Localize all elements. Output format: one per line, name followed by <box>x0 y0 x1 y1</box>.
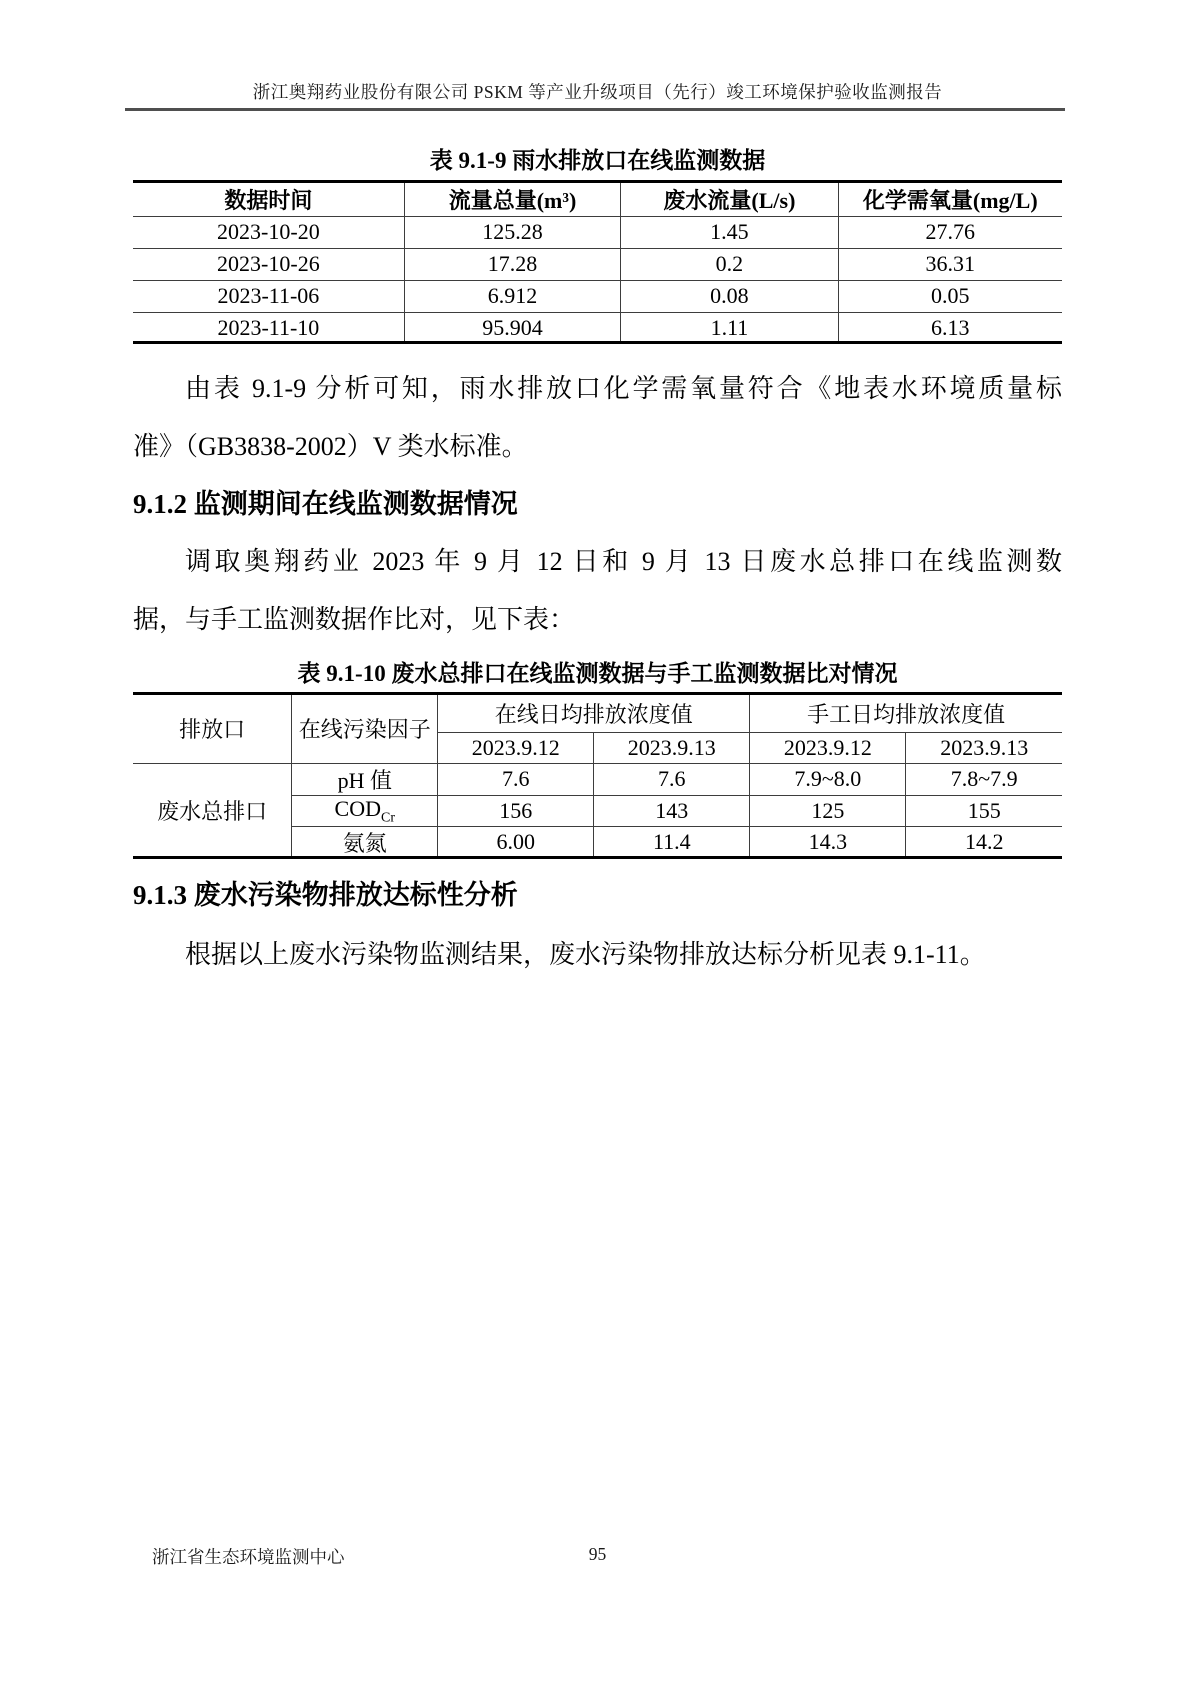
group-header-online: 在线日均排放浓度值 <box>438 695 750 732</box>
table-cell: 0.08 <box>621 280 838 312</box>
column-header-outfall: 排放口 <box>133 695 292 763</box>
date-header: 2023.9.13 <box>906 732 1062 763</box>
column-header-factor: 在线污染因子 <box>292 695 438 763</box>
table-cell: 2023-10-20 <box>133 216 404 248</box>
header-divider <box>125 108 1065 111</box>
table-cell: 7.6 <box>438 763 594 795</box>
rainwater-outlet-table <box>133 183 1062 344</box>
table-cell: 11.4 <box>594 826 750 858</box>
factor-cell: pH 值 <box>292 763 438 795</box>
table-cell: 27.76 <box>838 216 1062 248</box>
table-cell: 0.05 <box>838 280 1062 312</box>
paragraph-line: 由表 9.1-9 分析可知，雨水排放口化学需氧量符合《地表水环境质量标 <box>185 374 1062 403</box>
table-cell: 125.28 <box>404 216 620 248</box>
outfall-cell: 废水总排口 <box>133 763 292 858</box>
date-header: 2023.9.13 <box>594 732 750 763</box>
section-heading-912: 9.1.2 监测期间在线监测数据情况 <box>133 489 518 519</box>
footer-page-number: 95 <box>588 1544 607 1564</box>
comparison-table <box>133 695 1062 858</box>
table-row <box>133 312 1062 344</box>
group-header-manual: 手工日均排放浓度值 <box>750 695 1062 732</box>
date-header: 2023.9.12 <box>438 732 594 763</box>
table-cell: 6.912 <box>404 280 620 312</box>
factor-cell: 氨氮 <box>292 826 438 858</box>
table-row <box>133 763 1062 795</box>
paragraph-line: 根据以上废水污染物监测结果，废水污染物排放达标分析见表 9.1-11。 <box>185 940 986 969</box>
table-cell: 2023-11-06 <box>133 280 404 312</box>
table1-caption: 表 9.1-9 雨水排放口在线监测数据 <box>429 148 766 173</box>
paragraph-line: 据，与手工监测数据作比对，见下表： <box>133 605 576 634</box>
table-row <box>133 183 1062 216</box>
table-cell: 7.8~7.9 <box>906 763 1062 795</box>
factor-label: COD <box>334 795 381 821</box>
table-row <box>133 280 1062 312</box>
section-heading-913: 9.1.3 废水污染物排放达标性分析 <box>133 880 518 910</box>
paragraph-line: 准》（GB3838-2002）V 类水标准。 <box>133 432 528 461</box>
paragraph-line: 调取奥翔药业 2023 年 9 月 12 日和 9 月 13 日废水总排口在线监测数 <box>185 547 1062 576</box>
date-header: 2023.9.12 <box>750 732 906 763</box>
factor-cell <box>292 795 438 826</box>
table-row <box>133 248 1062 280</box>
table-cell: 95.904 <box>404 312 620 344</box>
table-cell: 6.00 <box>438 826 594 858</box>
table-row <box>133 695 1062 732</box>
column-header: 流量总量(m³) <box>404 183 620 216</box>
table-row <box>133 216 1062 248</box>
table-cell: 7.9~8.0 <box>750 763 906 795</box>
table1-bottom-border <box>133 341 1062 344</box>
factor-subscript: Cr <box>380 809 395 825</box>
table-cell: 7.6 <box>594 763 750 795</box>
table-cell: 17.28 <box>404 248 620 280</box>
footer-organization: 浙江省生态环境监测中心 <box>152 1547 345 1567</box>
column-header: 废水流量(L/s) <box>621 183 838 216</box>
column-header: 化学需氧量(mg/L) <box>838 183 1062 216</box>
table-cell: 156 <box>438 795 594 826</box>
table2-bottom-border <box>133 856 1062 859</box>
table-cell: 36.31 <box>838 248 1062 280</box>
table-cell: 125 <box>750 795 906 826</box>
table-cell: 155 <box>906 795 1062 826</box>
table-cell: 2023-10-26 <box>133 248 404 280</box>
table-cell: 14.3 <box>750 826 906 858</box>
page-header-title: 浙江奥翔药业股份有限公司 PSKM 等产业升级项目（先行）竣工环境保护验收监测报告 <box>252 82 943 102</box>
table-cell: 6.13 <box>838 312 1062 344</box>
column-header: 数据时间 <box>133 183 404 216</box>
table-cell: 1.11 <box>621 312 838 344</box>
table-cell: 14.2 <box>906 826 1062 858</box>
table2-caption: 表 9.1-10 废水总排口在线监测数据与手工监测数据比对情况 <box>297 661 898 686</box>
table-cell: 2023-11-10 <box>133 312 404 344</box>
table-cell: 0.2 <box>621 248 838 280</box>
table-cell: 143 <box>594 795 750 826</box>
table-cell: 1.45 <box>621 216 838 248</box>
